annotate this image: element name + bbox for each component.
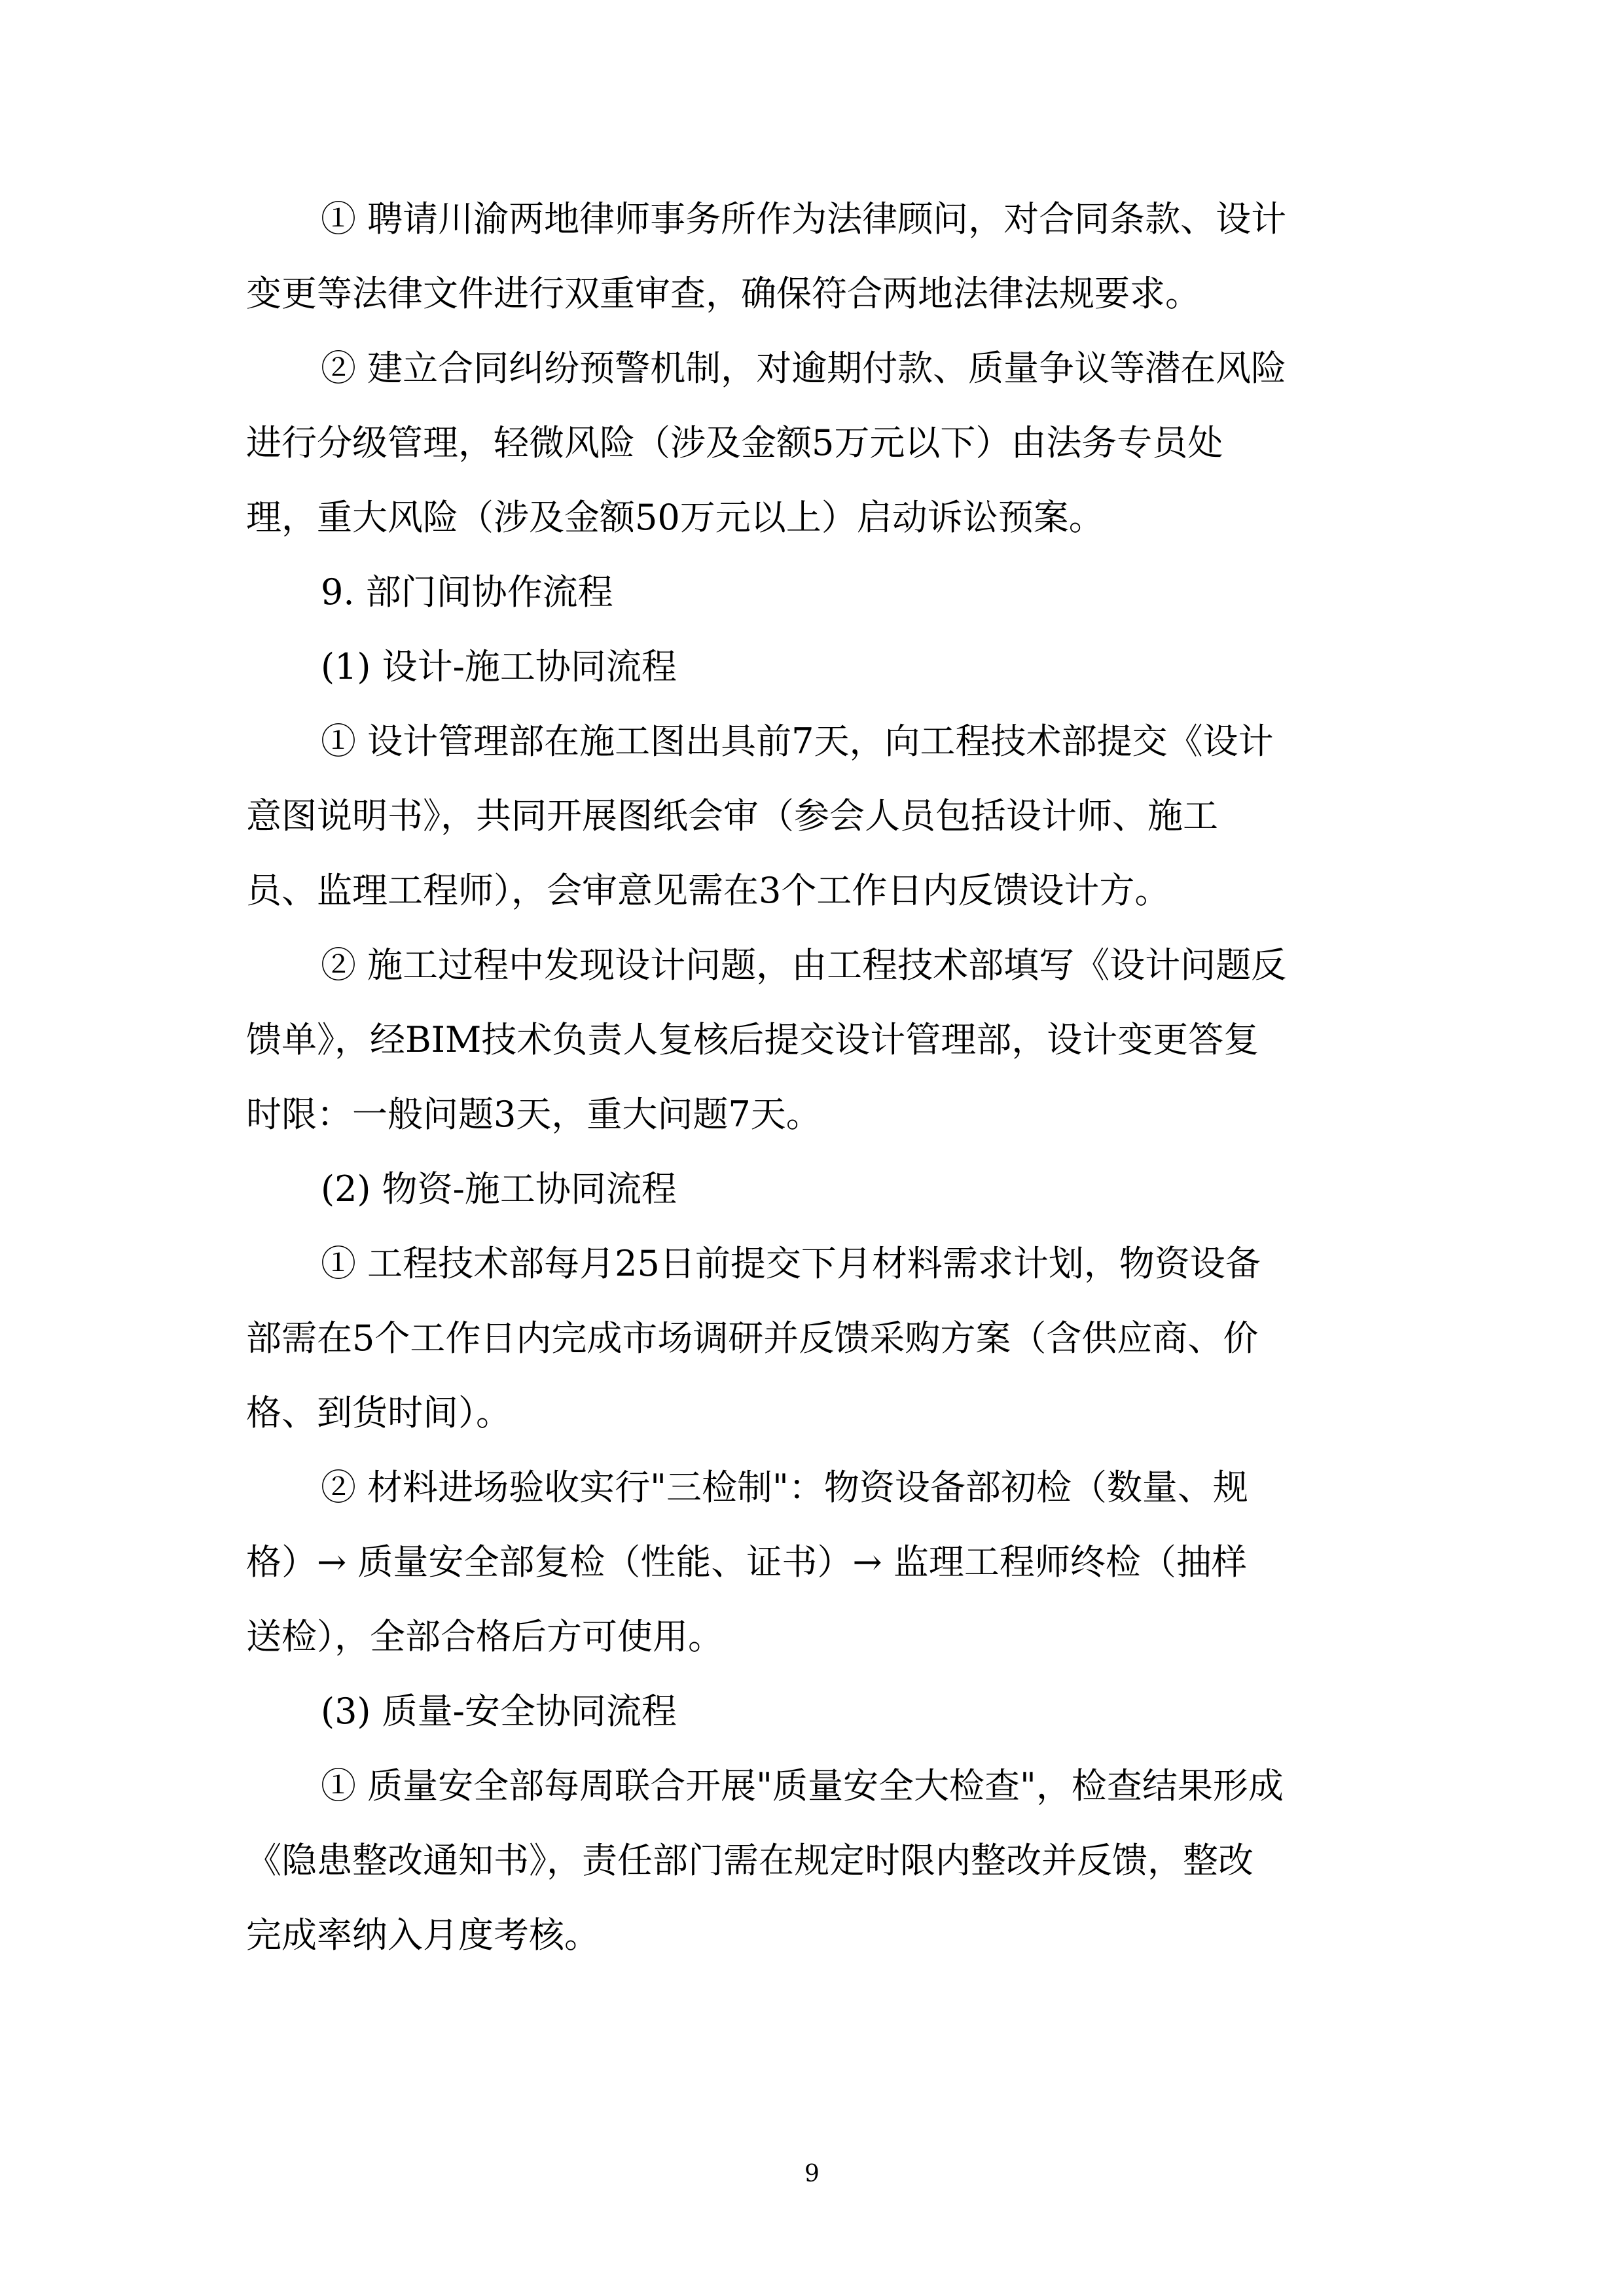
text-line-22: ① 质量安全部每周联合开展"质量安全大检查"，检查结果形成 <box>321 1765 1284 1806</box>
text-line-20: 送检），全部合格后方可使用。 <box>246 1616 723 1657</box>
text-line-1: ① 聘请川渝两地律师事务所作为法律顾问，对合同条款、设计 <box>321 198 1287 240</box>
text-line-18: ② 材料进场验收实行"三检制"：物资设备部初检（数量、规 <box>321 1467 1248 1508</box>
text-line-8: ① 设计管理部在施工图出具前7天，向工程技术部提交《设计 <box>321 721 1274 762</box>
text-line-23: 《隐患整改通知书》，责任部门需在规定时限内整改并反馈，整改 <box>246 1840 1254 1881</box>
section-heading-9: 9. 部门间协作流程 <box>321 571 613 613</box>
text-line-3: ② 建立合同纠纷预警机制，对逾期付款、质量争议等潜在风险 <box>321 348 1287 389</box>
page-number: 9 <box>804 2161 820 2187</box>
text-line-16: 部需在5个工作日内完成市场调研并反馈采购方案（含供应商、价 <box>246 1318 1259 1359</box>
text-line-4: 进行分级管理，轻微风险（涉及金额5万元以下）由法务专员处 <box>246 422 1223 463</box>
subsection-heading-3: (3) 质量-安全协同流程 <box>321 1691 677 1732</box>
text-line-24: 完成率纳入月度考核。 <box>246 1914 600 1956</box>
text-line-17: 格、到货时间）。 <box>246 1392 511 1433</box>
text-line-2: 变更等法律文件进行双重审查，确保符合两地法律法规要求。 <box>246 273 1200 314</box>
text-line-12: 馈单》，经BIM技术负责人复核后提交设计管理部，设计变更答复 <box>246 1019 1259 1060</box>
text-line-10: 员、监理工程师），会审意见需在3个工作日内反馈设计方。 <box>246 870 1170 911</box>
text-line-13: 时限：一般问题3天，重大问题7天。 <box>246 1094 821 1135</box>
subsection-heading-2: (2) 物资-施工协同流程 <box>321 1168 677 1210</box>
text-line-15: ① 工程技术部每月25日前提交下月材料需求计划，物资设备 <box>321 1243 1261 1284</box>
text-line-5: 理，重大风险（涉及金额50万元以上）启动诉讼预案。 <box>246 497 1104 538</box>
text-line-11: ② 施工过程中发现设计问题，由工程技术部填写《设计问题反 <box>321 944 1287 986</box>
text-line-19: 格）→ 质量安全部复检（性能、证书）→ 监理工程师终检（抽样 <box>246 1541 1247 1583</box>
subsection-heading-1: (1) 设计-施工协同流程 <box>321 646 677 687</box>
text-line-9: 意图说明书》，共同开展图纸会审（参会人员包括设计师、施工 <box>246 795 1218 836</box>
